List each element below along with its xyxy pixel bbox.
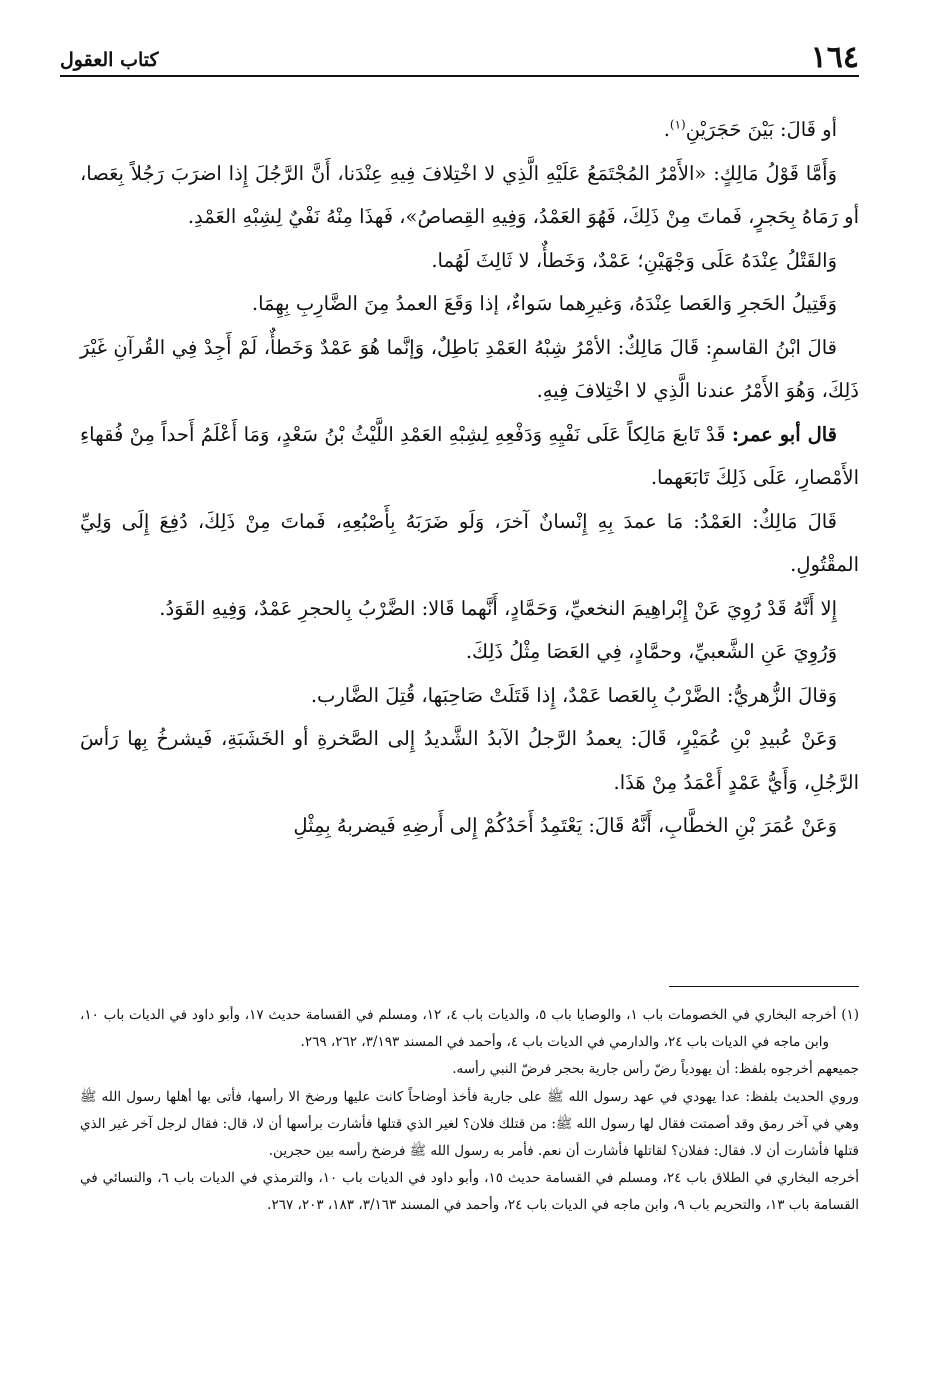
paragraph-8: إِلا أَنَّهُ قَدْ رُوِيَ عَنْ إِبْراهِيمَ النخعيِّ، وَحَمَّادٍ، أَنَّهما قَالا: الضَّرْبُ بِالحجرِ عَمْدٌ، وَفِيهِ القَوَدُ. xyxy=(159,596,837,620)
paragraph-11: وَعَنْ عُبيدِ بْنِ عُمَيْرٍ، قَالَ: يعمدُ الرَّجلُ الآبدُ الشَّديدُ إِلى الصَّخرةِ أو الخَشَبَةِ، فَيشرخُ بِها رَأسَ الرَّجُلِ، وَأَيُّ عَمْدٍ أَعْمَدُ مِنْ هَذَا. xyxy=(80,727,859,794)
footnote-1-note-b: وروي الحديث بلفظ: عدا يهودي في عهد رسول الله ﷺ على جارية فأخذ أوضاحاً كانت عليها ورضخ الا رأسها، فأتى بها أهلها رسول الله ﷺ وهي في آخر رمق وقد أصمتت فقال لها رسول الله ﷺ: من قتلك فلان؟ لغير الذي قتلها فأشارت برأسها أن لا، قال: فقال لرجل آخر غير الذي قتلها فأشارت أن لا. فقال: ففلان؟ لقاتلها فأشارت أن نعم. فأمر به رسول الله ﷺ فرضخ رأسه بين حجرين. xyxy=(80,1088,859,1160)
paragraph-5: قالَ ابْنُ القاسمِ: قَالَ مَالِكٌ: الأمْرُ شِبْهُ العَمْدِ بَاطِلٌ، وَإنَّما هُوَ عَمْدٌ وَخَطأٌ، لَمْ أَجِدْ فِي القُرآنِ غَيْرَ ذَلِكَ، وَهُوَ الأَمْرُ عندنا الَّذِي لا اخْتِلافَ فِيهِ. xyxy=(80,335,859,402)
paragraph-6-text: قَدْ تَابعَ مَالِكاً عَلَى نَفْيِهِ وَدَفْعِهِ لِشِبْهِ العَمْدِ اللَّيْثُ بْنُ سَعْدٍ، وَمَا أَعْلَمُ أَحداً مِنْ فُقهاءِ الأَمْصارِ، عَلَى ذَلِكَ تَابَعَهما. xyxy=(80,422,859,489)
footnote-separator xyxy=(669,986,859,987)
paragraph-9: وَرُوِيَ عَنِ الشَّعبيِّ، وحمَّادٍ، فِي العَصَا مِثْلُ ذَلِكَ. xyxy=(465,640,837,663)
book-title: كتاب العقول xyxy=(60,49,159,71)
paragraph-1 xyxy=(80,108,859,152)
footnote-1-note-c: أخرجه البخاري في الطلاق باب ٢٤، ومسلم في القسامة حديث ١٥، وأبو داود في الديات باب ١٠، والترمذي في الديات باب ٦، والنسائي في القسامة باب ١٣، والتحريم باب ٩، وابن ماجه في الديات باب ٢٤، وأحمد في المسند ٣/١٦٣، ١٨٣، ٢٠٣، ٢٦٧. xyxy=(80,1170,860,1214)
paragraph-1-end: . xyxy=(663,118,670,141)
footnote-1-note-a: جميعهم أخرجوه بلفظ: أن يهودياً رضّ رأس جارية بحجر فرضّ النبي رأسه. xyxy=(452,1061,859,1078)
paragraph-6 xyxy=(80,413,859,500)
paragraph-3: وَالقَتْلُ عِنْدَهُ عَلَى وَجْهَيْنِ؛ عَمْدٌ، وَخَطأٌ، لا ثَالِثَ لَهُما. xyxy=(431,248,837,272)
footnote-1: (١) أخرجه البخاري في الخصومات باب ١، والوصايا باب ٥، والديات باب ٤، ١٢، ومسلم في القسامة حديث ١٧، وأبو داود في الديات باب ١٠، وابن ماجه في الديات باب ٢٤، والدارمي في الديات باب ٤، وأحمد في المسند ٣/١٩٣، ٢٦٢، ٢٦٩. xyxy=(80,1007,860,1051)
paragraph-10: وَقالَ الزُّهريُّ: الضَّرْبُ بِالعَصا عَمْدٌ، إِذا قَتَلَتْ صَاحِبَها، قُتِلَ الضَّارب. xyxy=(310,683,837,707)
paragraph-12: وَعَنْ عُمَرَ بْنِ الخطَّابِ، أَنَّهُ قَالَ: يَعْتَمِدُ أَحَدُكُمْ إِلى أَرضِهِ فَيضربهُ بِمِثْلِ xyxy=(293,814,837,837)
paragraph-1-text: أو قَالَ: بَيْنَ حَجَرَيْنِ xyxy=(685,118,837,141)
page-number: ١٦٤ xyxy=(810,40,859,75)
speaker-label: قال أبو عمر: xyxy=(731,422,837,446)
paragraph-4: وَقَتِيلُ الحَجرِ وَالعَصا عِنْدَهُ، وَغيرِهما سَواءٌ، إذا وَقَعَ العمدُ مِنَ الضَّارِبِ بِهِمَا. xyxy=(251,292,837,315)
page-header xyxy=(60,38,859,82)
main-text xyxy=(80,108,859,848)
paragraph-2: وَأَمَّا قَوْلُ مَالِكٍ: «الأَمْرُ المُجْتَمَعُ عَلَيْهِ الَّذِي لا اخْتِلافَ فِيهِ عِنْدَنا، أَنَّ الرَّجُلَ إِذا اضرَبَ رَجُلاً بِعَصا، أو رَمَاهُ بِحَجرٍ، فَماتَ مِنْ ذَلِكَ، فَهُوَ العَمْدُ، وَفِيهِ القِصاصُ»، فَهذَا مِنْهُ نَفْيٌ لِشِبْهِ العَمْدِ. xyxy=(80,161,859,228)
paragraph-7: قَالَ مَالِكٌ: العَمْدُ: مَا عمدَ بِهِ إِنْسانٌ آخرَ، وَلَو ضَرَبَهُ بِأَصْبُعِهِ، فَماتَ مِنْ ذَلِكَ، دُفِعَ إِلَى وَلِيِّ المقْتُولِ. xyxy=(80,509,859,576)
header-rule xyxy=(60,75,859,77)
footnote-marker-1: (١) xyxy=(669,117,686,132)
footnotes xyxy=(80,1002,859,1220)
